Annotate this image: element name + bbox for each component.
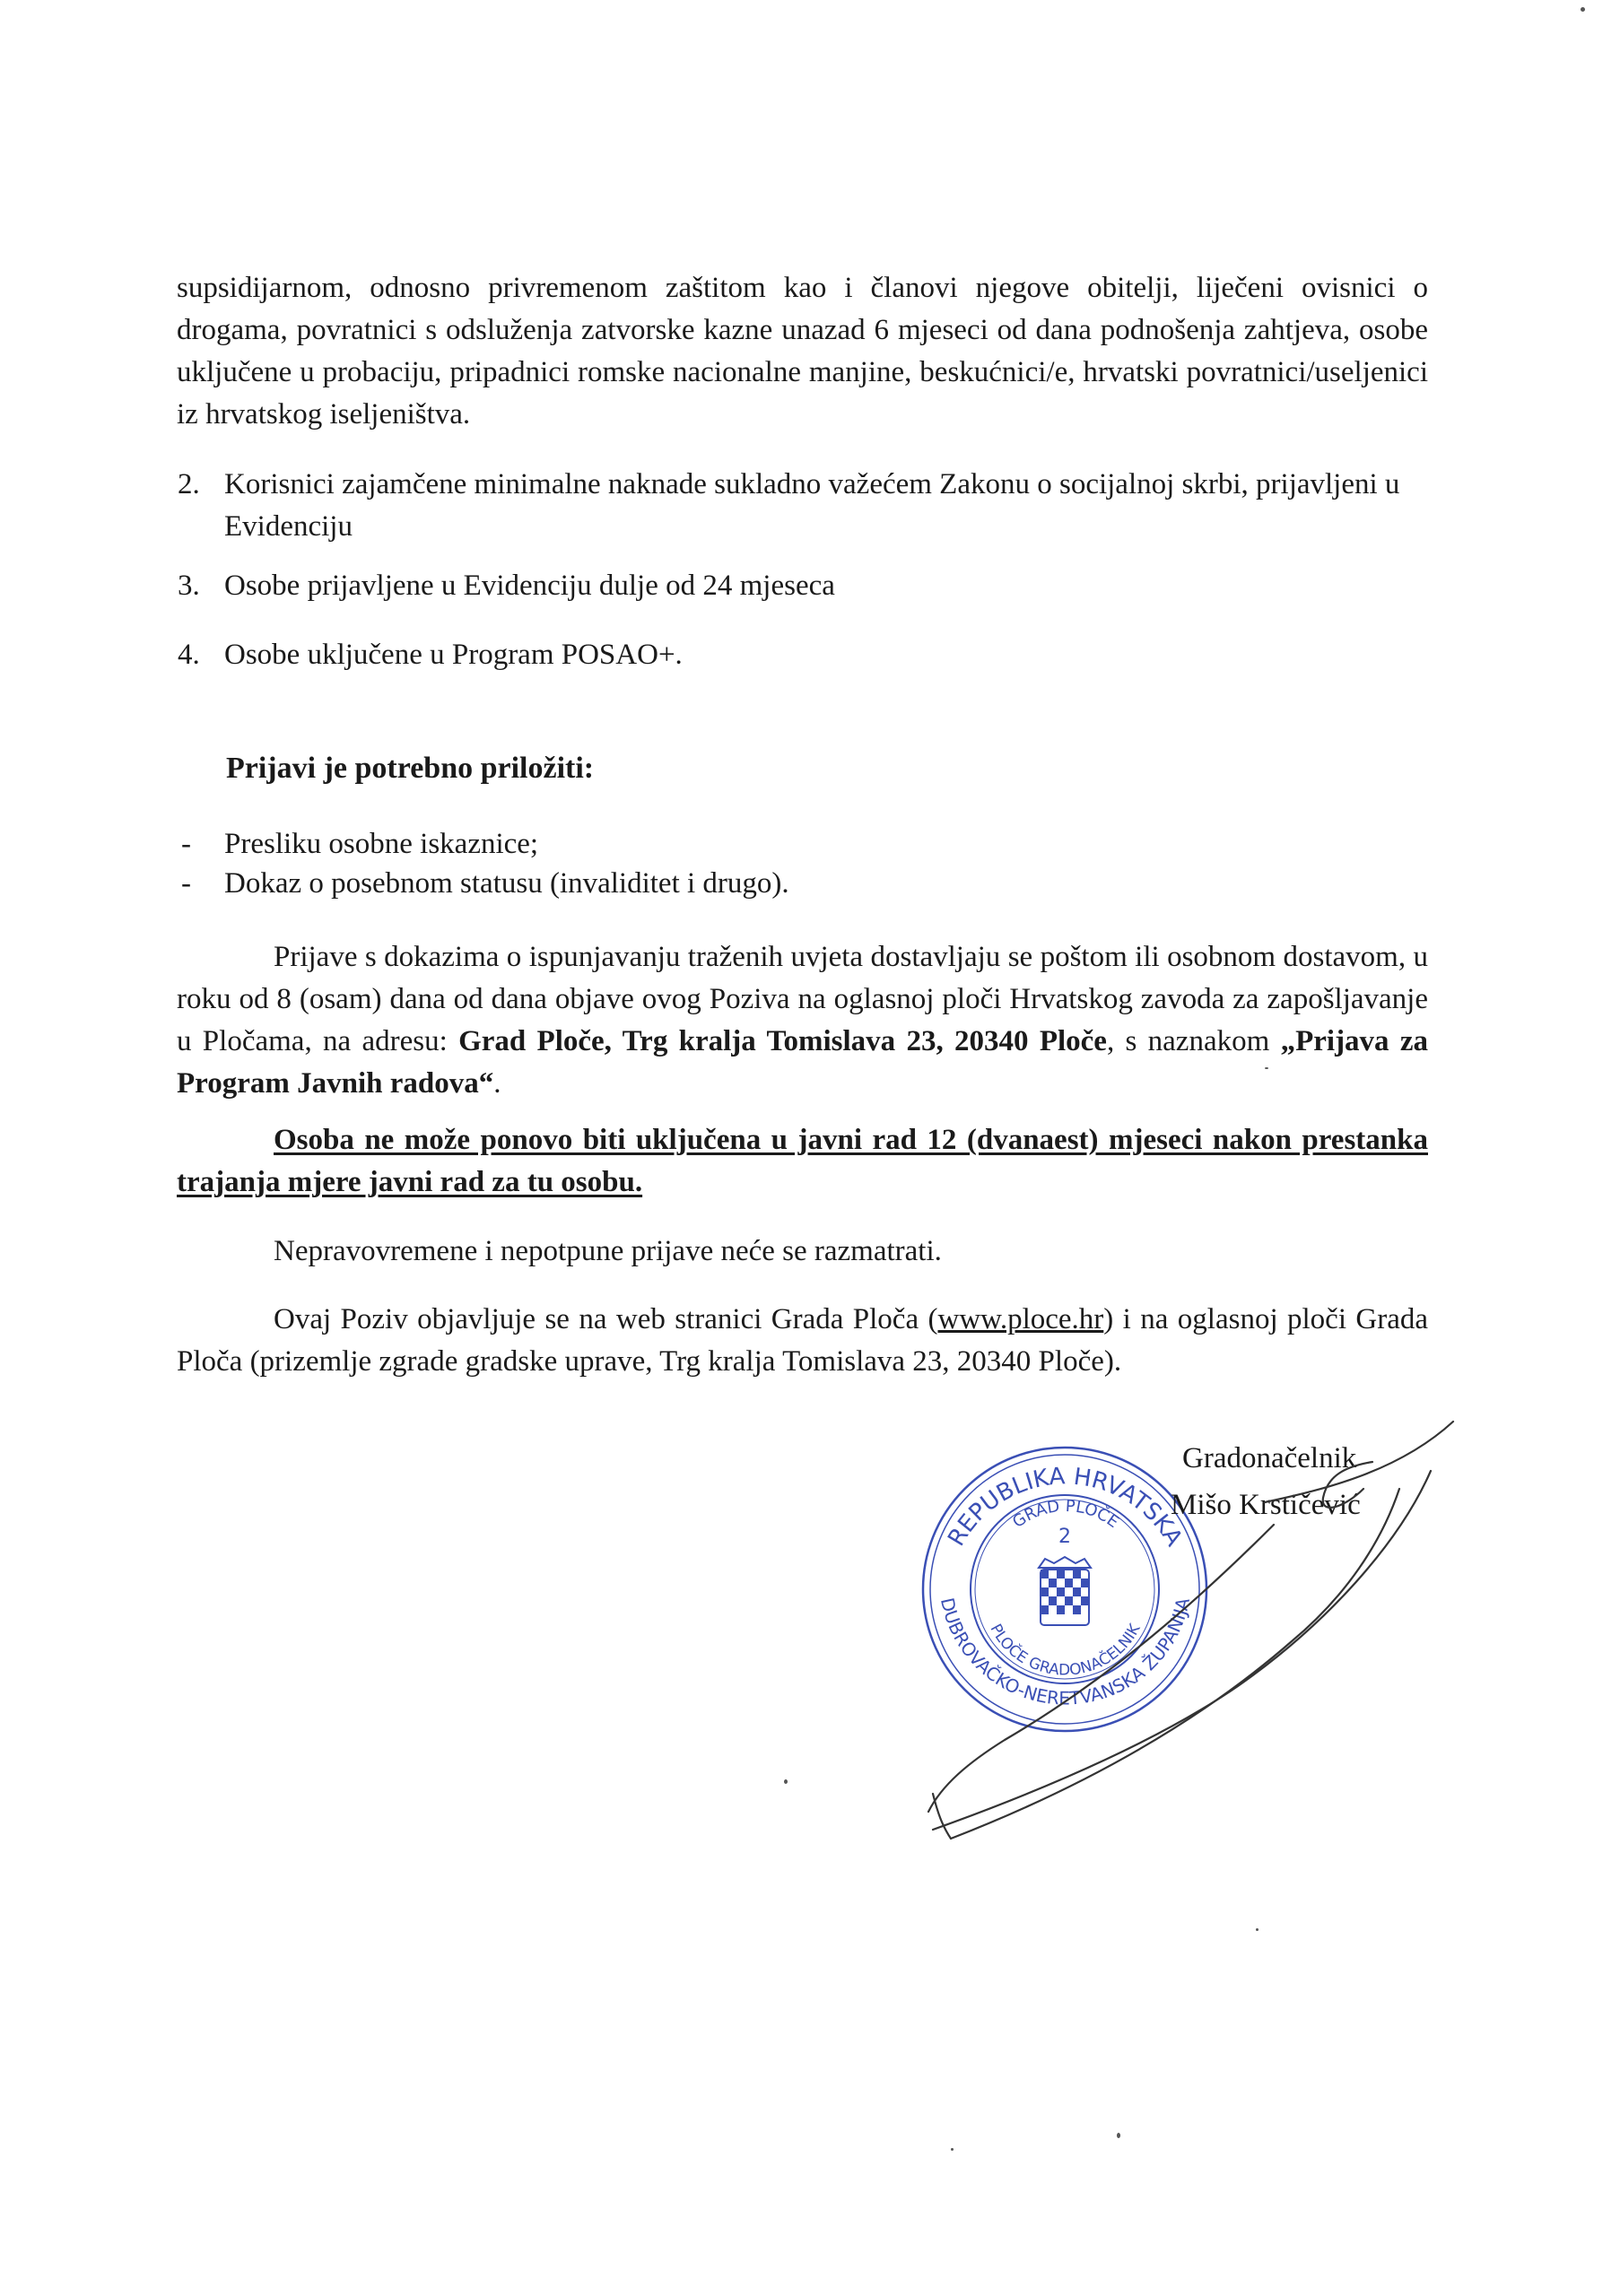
- list-item-text: Osobe uključene u Program POSAO+.: [224, 639, 683, 671]
- website-link[interactable]: www.ploce.hr: [937, 1303, 1104, 1335]
- intro-paragraph: supsidijarnom, odnosno privremenom zaštitom kao i članovi njegove obitelji, liječeni ovisnici o drogama, povratnici s odsluženja zatvorske kazne unazad 6 mjeseci od dana podnošenja zahtjeva, osobe uključene u probaciju, pripadnici romske nacionalne manjine, beskućnici/e, hrvatski povratnici/useljenici iz hrvatskog iseljeništva.: [177, 272, 1428, 430]
- stamp-outer-text: REPUBLIKA HRVATSKA: [943, 1463, 1188, 1552]
- stamp-inner-text: GRAD PLOČE: [1009, 1496, 1123, 1533]
- submission-text: Prijave s dokazima o ispunjavanju traženih uvjeta dostavljaju se poštom ili osobnom dostavom, u roku od 8 (osam) dana od dana objave ovog Poziva na oglasnoj ploči Hrvatskog zavoda za zapošljavanje u Pločama, na adresu:: [177, 941, 1428, 1057]
- submission-paragraph: [177, 936, 1428, 1105]
- publication-text: ) i na oglasnoj ploči Grada Ploča (prizemlje zgrade gradske uprave, Trg kralja Tomislava 23, 20340 Ploče).: [177, 1303, 1428, 1378]
- attachments-heading: Prijavi je potrebno priložiti:: [226, 752, 595, 785]
- signature-title: Gradonačelnik: [1182, 1442, 1357, 1474]
- incomplete-notice: Nepravovremene i nepotpune prijave neće se razmatrati.: [274, 1235, 942, 1267]
- scan-speck: [1117, 2133, 1120, 2138]
- handwritten-signature: [843, 1417, 1471, 1848]
- publication-paragraph: [177, 1299, 1428, 1383]
- list-item-text: Korisnici zajamčene minimalne naknade sukladno važećem Zakonu o socijalnoj skrbi, prijavljeni u Evidenciju: [224, 468, 1400, 543]
- list-number: 3.: [178, 570, 200, 602]
- stamp-number: 2: [1058, 1526, 1071, 1548]
- attachment-text: Presliku osobne iskaznice;: [224, 828, 539, 860]
- submission-address: Grad Ploče, Trg kralja Tomislava 23, 20340 Ploče: [458, 1025, 1107, 1057]
- list-item-text: Osobe prijavljene u Evidenciju dulje od 24 mjeseca: [224, 570, 835, 602]
- stamp-lower-text: DUBROVAČKO-NERETVANSKA ŽUPANIJA: [936, 1596, 1195, 1709]
- bullet-dash: -: [181, 867, 191, 900]
- list-number: 4.: [178, 639, 200, 671]
- attachment-item-id: [181, 823, 539, 865]
- publication-text: Ovaj Poziv objavljuje se na web stranici Grada Ploča (: [274, 1303, 938, 1335]
- list-item-2: [178, 464, 1428, 548]
- list-number: 2.: [178, 468, 200, 500]
- restriction-notice: [177, 1119, 1428, 1204]
- submission-text: , s naznakom: [1106, 1025, 1281, 1057]
- submission-label: „Prijava za Program Javnih radova“: [177, 1025, 1429, 1100]
- signature-name: Mišo Krstičević: [1171, 1489, 1361, 1521]
- attachment-text: Dokaz o posebnom statusu (invaliditet i drugo).: [224, 867, 789, 900]
- attachment-item-status: [181, 863, 789, 905]
- submission-text: .: [493, 1067, 501, 1100]
- scan-speck: [1581, 7, 1585, 12]
- list-item-3: [178, 565, 1428, 607]
- stamp-inner-text-2: PLOČE GRADONAČELNIK: [986, 1621, 1145, 1680]
- list-item-4: [178, 634, 1428, 676]
- scan-speck: [951, 2148, 954, 2151]
- scan-speck: [1265, 1067, 1268, 1069]
- restriction-text: Osoba ne može ponovo biti uključena u javni rad 12 (dvanaest) mjeseci nakon prestanka trajanja mjere javni rad za tu osobu.: [177, 1124, 1428, 1198]
- bullet-dash: -: [181, 828, 191, 860]
- scan-speck: [784, 1779, 788, 1784]
- scan-speck: [1256, 1928, 1259, 1931]
